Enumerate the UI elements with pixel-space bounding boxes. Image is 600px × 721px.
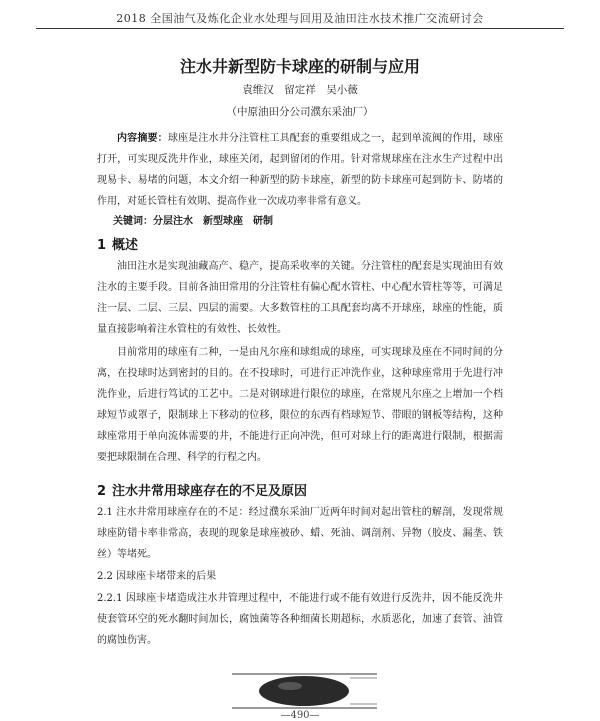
keywords-text: 分层注水 新型球座 研制 bbox=[153, 216, 273, 227]
keywords bbox=[113, 212, 273, 227]
diagram-ball-highlight bbox=[278, 682, 302, 690]
section-2-title: 注水井常用球座存在的不足及原因 bbox=[112, 484, 308, 499]
keywords-label: 关键词： bbox=[113, 216, 153, 227]
diagram-ball bbox=[259, 676, 349, 706]
abstract-label: 内容摘要： bbox=[117, 133, 168, 144]
abstract bbox=[97, 128, 503, 212]
abstract-text: 球座是注水井分注管柱工具配套的重要组成之一，起到单流阀的作用，球座打开，可实现反洗井作业，球座关闭，起到留闭的作用。针对常规球座在注水生产过程中出现易卡、易堵的问题，本文介绍一种新型的防卡球座，新型的防卡球座可起到防卡、防堵的作用，对延长管柱有效期、提高作业一次成功率非常有意义。 bbox=[97, 133, 504, 207]
ball-seat-diagram bbox=[232, 668, 377, 713]
running-header: 2018 全国油气及炼化企业水处理与回用及油田注水技术推广交流研讨会 bbox=[116, 12, 484, 25]
paper-authors: 袁维汉 留定祥 吴小薇 bbox=[242, 84, 358, 96]
section-1-paragraph-1: 油田注水是实现油藏高产、稳产，提高采收率的关键。分注管柱的配套是实现油田有效注水的主要手段。目前各油田常用的分注管柱有偏心配水管柱、中心配水管柱等等，可满足注一层、二层、三层、四层的需要。大多数管柱的工具配套均离不开球座，球座的性能，质量直接影响着注水管柱的有效性、长效性。 bbox=[97, 261, 503, 335]
section-2-heading bbox=[97, 480, 307, 499]
header-rule bbox=[36, 28, 564, 29]
subsection-2-2-heading: 2.2 因球座卡堵带来的后果 bbox=[97, 571, 217, 582]
paper-title: 注水井新型防卡球座的研制与应用 bbox=[179, 57, 420, 76]
section-2-number: 2 bbox=[97, 484, 107, 499]
section-1-number: 1 bbox=[97, 238, 107, 253]
section-1-paragraph-2: 目前常用的球座有二种，一是由凡尔座和球组成的球座，可实现球及座在不同时间的分离，在投球时达到密封的目的。在不投球时，可进行正冲洗作业，这种球座常用于先进行冲洗作业，后进行笃试的工艺中。二是对钢球进行限位的球座，在常规凡尔座之上增加一个档球短节或罩子，限制球上下移动的位移，限位的东西有档球短节、带眼的钢板等结构，这种球座常用于单向流体需要的井，不能进行正向冲洗，但可对球上行的距离进行限制，根据需要把球限制在合理、科学的行程之内。 bbox=[97, 347, 503, 463]
section-1-heading bbox=[97, 234, 138, 253]
section-2-paragraph-1: 2.1 注水井常用球座存在的不足：经过濮东采油厂近两年时间对起出管柱的解剖，发现常规球座防错卡率非常高，表现的现象是球座被砂、蜡、死油、调剖剂、异物（胶皮、漏垄、铁丝）等堵死。 bbox=[97, 507, 503, 560]
section-1-title: 概述 bbox=[112, 238, 139, 253]
paper-affiliation: （中原油田分公司濮东采油厂） bbox=[226, 106, 374, 118]
page-number: —490— bbox=[280, 710, 320, 721]
section-2-paragraph-3: 2.2.1 因球座卡堵造成注水井管理过程中，不能进行或不能有效进行反洗井，因不能反洗井使套管环空的死水翻时间加长，腐蚀菌等各种细菌长期超标，水质恶化，加速了套管、油管的腐蚀伤害。 bbox=[97, 593, 503, 646]
